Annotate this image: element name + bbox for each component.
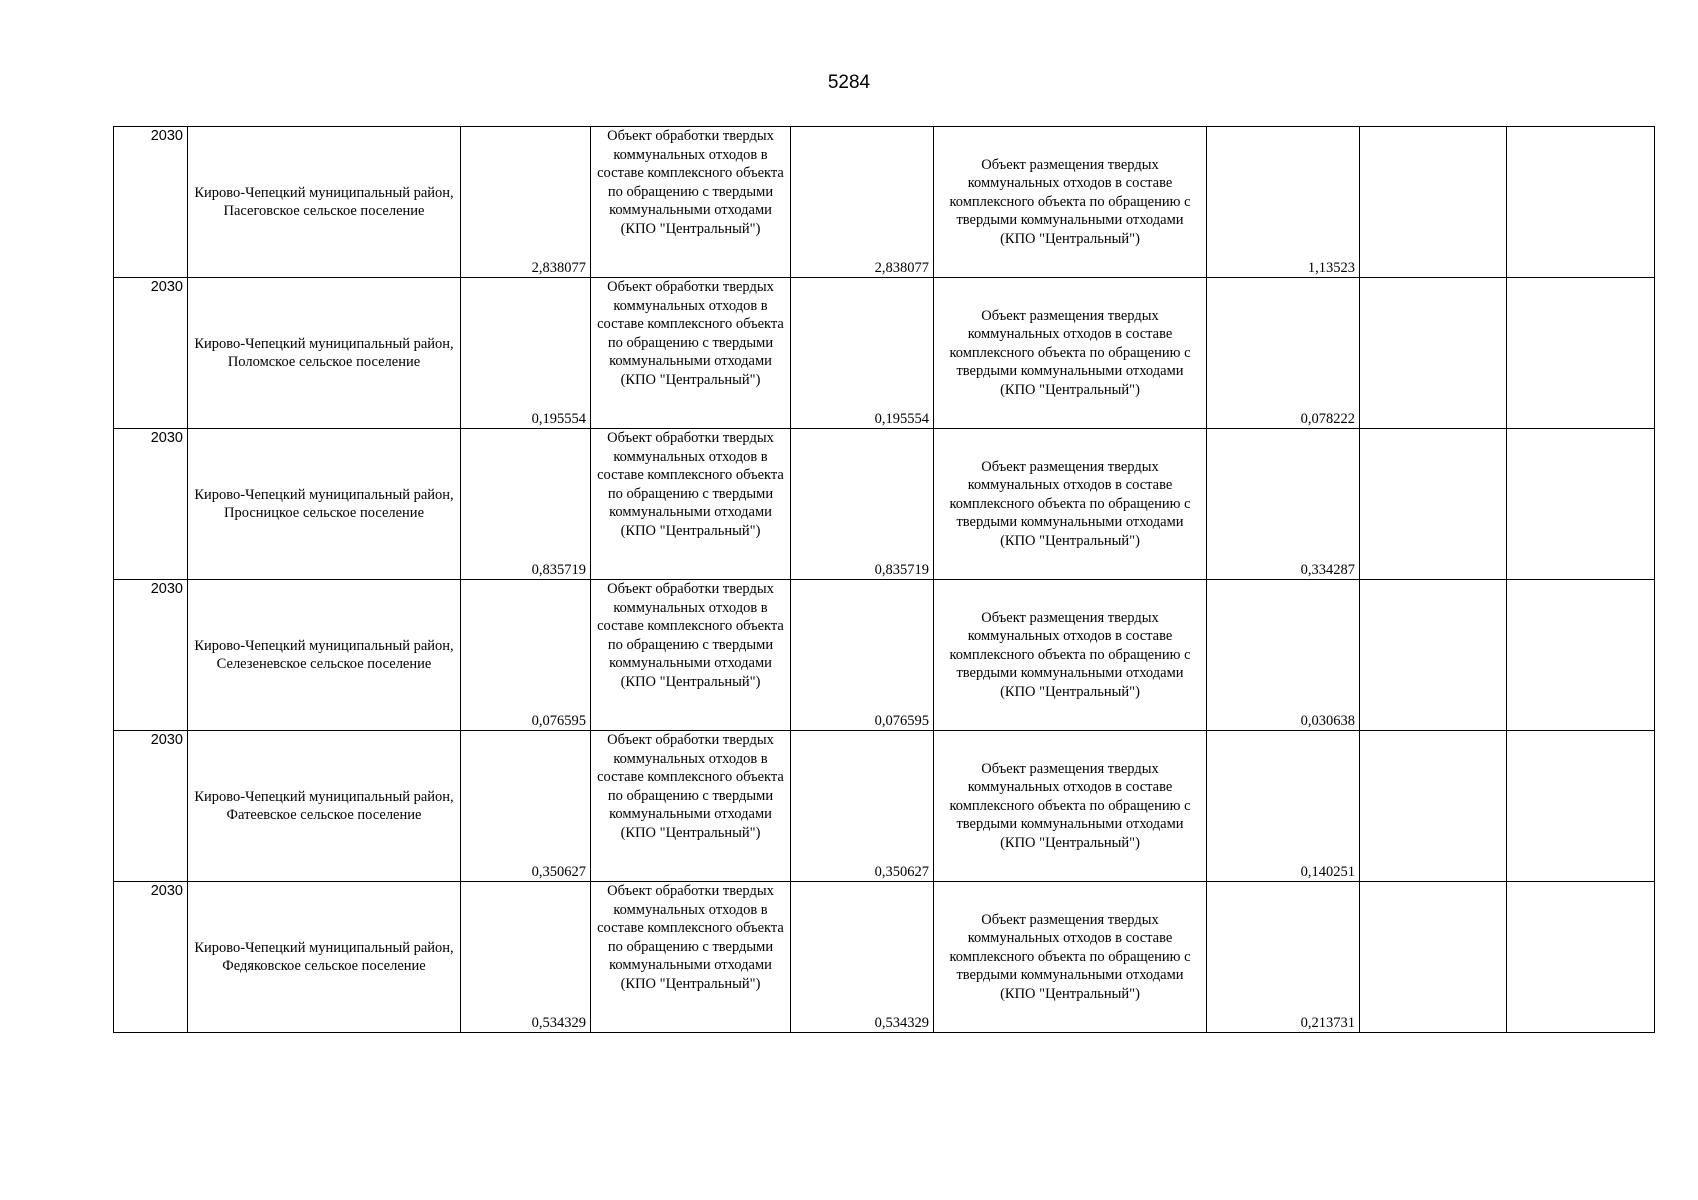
value3-cell: 0,078222	[1207, 278, 1360, 429]
value3-cell: 1,13523	[1207, 127, 1360, 278]
processing-object-cell: Объект обработки твердых коммунальных отходов в составе комплексного объекта по обращению с твердыми коммунальными отходами (КПО "Центральный")	[591, 429, 791, 580]
table-row	[114, 127, 1655, 278]
value2-cell: 0,534329	[791, 882, 934, 1033]
placement-object-cell: Объект размещения твердых коммунальных отходов в составе комплексного объекта по обращению с твердыми коммунальными отходами (КПО "Центральный")	[934, 882, 1207, 1033]
municipality-cell: Кирово-Чепецкий муниципальный район, Федяковское сельское поселение	[188, 882, 461, 1033]
empty-cell	[1507, 127, 1655, 278]
value1-cell: 0,195554	[461, 278, 591, 429]
value1-cell: 2,838077	[461, 127, 591, 278]
empty-cell	[1360, 127, 1507, 278]
value3-cell: 0,030638	[1207, 580, 1360, 731]
empty-cell	[1360, 731, 1507, 882]
table-row	[114, 580, 1655, 731]
processing-object-cell: Объект обработки твердых коммунальных отходов в составе комплексного объекта по обращению с твердыми коммунальными отходами (КПО "Центральный")	[591, 731, 791, 882]
value3-cell: 0,334287	[1207, 429, 1360, 580]
municipality-cell: Кирово-Чепецкий муниципальный район, Селезеневское сельское поселение	[188, 580, 461, 731]
year-cell: 2030	[114, 731, 188, 882]
empty-cell	[1507, 580, 1655, 731]
empty-cell	[1360, 278, 1507, 429]
year-cell: 2030	[114, 278, 188, 429]
empty-cell	[1507, 731, 1655, 882]
placement-object-cell: Объект размещения твердых коммунальных отходов в составе комплексного объекта по обращению с твердыми коммунальными отходами (КПО "Центральный")	[934, 580, 1207, 731]
value2-cell: 0,195554	[791, 278, 934, 429]
empty-cell	[1360, 882, 1507, 1033]
empty-cell	[1507, 882, 1655, 1033]
placement-object-cell: Объект размещения твердых коммунальных отходов в составе комплексного объекта по обращению с твердыми коммунальными отходами (КПО "Центральный")	[934, 731, 1207, 882]
empty-cell	[1360, 429, 1507, 580]
processing-object-cell: Объект обработки твердых коммунальных отходов в составе комплексного объекта по обращению с твердыми коммунальными отходами (КПО "Центральный")	[591, 127, 791, 278]
value2-cell: 0,835719	[791, 429, 934, 580]
placement-object-cell: Объект размещения твердых коммунальных отходов в составе комплексного объекта по обращению с твердыми коммунальными отходами (КПО "Центральный")	[934, 278, 1207, 429]
empty-cell	[1360, 580, 1507, 731]
empty-cell	[1507, 278, 1655, 429]
year-cell: 2030	[114, 127, 188, 278]
page-number: 5284	[827, 72, 871, 93]
value1-cell: 0,076595	[461, 580, 591, 731]
value3-cell: 0,140251	[1207, 731, 1360, 882]
year-cell: 2030	[114, 882, 188, 1033]
placement-object-cell: Объект размещения твердых коммунальных отходов в составе комплексного объекта по обращению с твердыми коммунальными отходами (КПО "Центральный")	[934, 429, 1207, 580]
empty-cell	[1507, 429, 1655, 580]
table-row	[114, 429, 1655, 580]
municipality-cell: Кирово-Чепецкий муниципальный район, Пасеговское сельское поселение	[188, 127, 461, 278]
value1-cell: 0,534329	[461, 882, 591, 1033]
processing-object-cell: Объект обработки твердых коммунальных отходов в составе комплексного объекта по обращению с твердыми коммунальными отходами (КПО "Центральный")	[591, 882, 791, 1033]
value2-cell: 0,076595	[791, 580, 934, 731]
municipality-cell: Кирово-Чепецкий муниципальный район, Фатеевское сельское поселение	[188, 731, 461, 882]
value2-cell: 2,838077	[791, 127, 934, 278]
processing-object-cell: Объект обработки твердых коммунальных отходов в составе комплексного объекта по обращению с твердыми коммунальными отходами (КПО "Центральный")	[591, 580, 791, 731]
year-cell: 2030	[114, 429, 188, 580]
municipality-cell: Кирово-Чепецкий муниципальный район, Поломское сельское поселение	[188, 278, 461, 429]
data-table	[113, 126, 1655, 1033]
value3-cell: 0,213731	[1207, 882, 1360, 1033]
table-row	[114, 731, 1655, 882]
processing-object-cell: Объект обработки твердых коммунальных отходов в составе комплексного объекта по обращению с твердыми коммунальными отходами (КПО "Центральный")	[591, 278, 791, 429]
year-cell: 2030	[114, 580, 188, 731]
table-row	[114, 882, 1655, 1033]
municipality-cell: Кирово-Чепецкий муниципальный район, Просницкое сельское поселение	[188, 429, 461, 580]
value1-cell: 0,350627	[461, 731, 591, 882]
value1-cell: 0,835719	[461, 429, 591, 580]
table-row	[114, 278, 1655, 429]
placement-object-cell: Объект размещения твердых коммунальных отходов в составе комплексного объекта по обращению с твердыми коммунальными отходами (КПО "Центральный")	[934, 127, 1207, 278]
value2-cell: 0,350627	[791, 731, 934, 882]
